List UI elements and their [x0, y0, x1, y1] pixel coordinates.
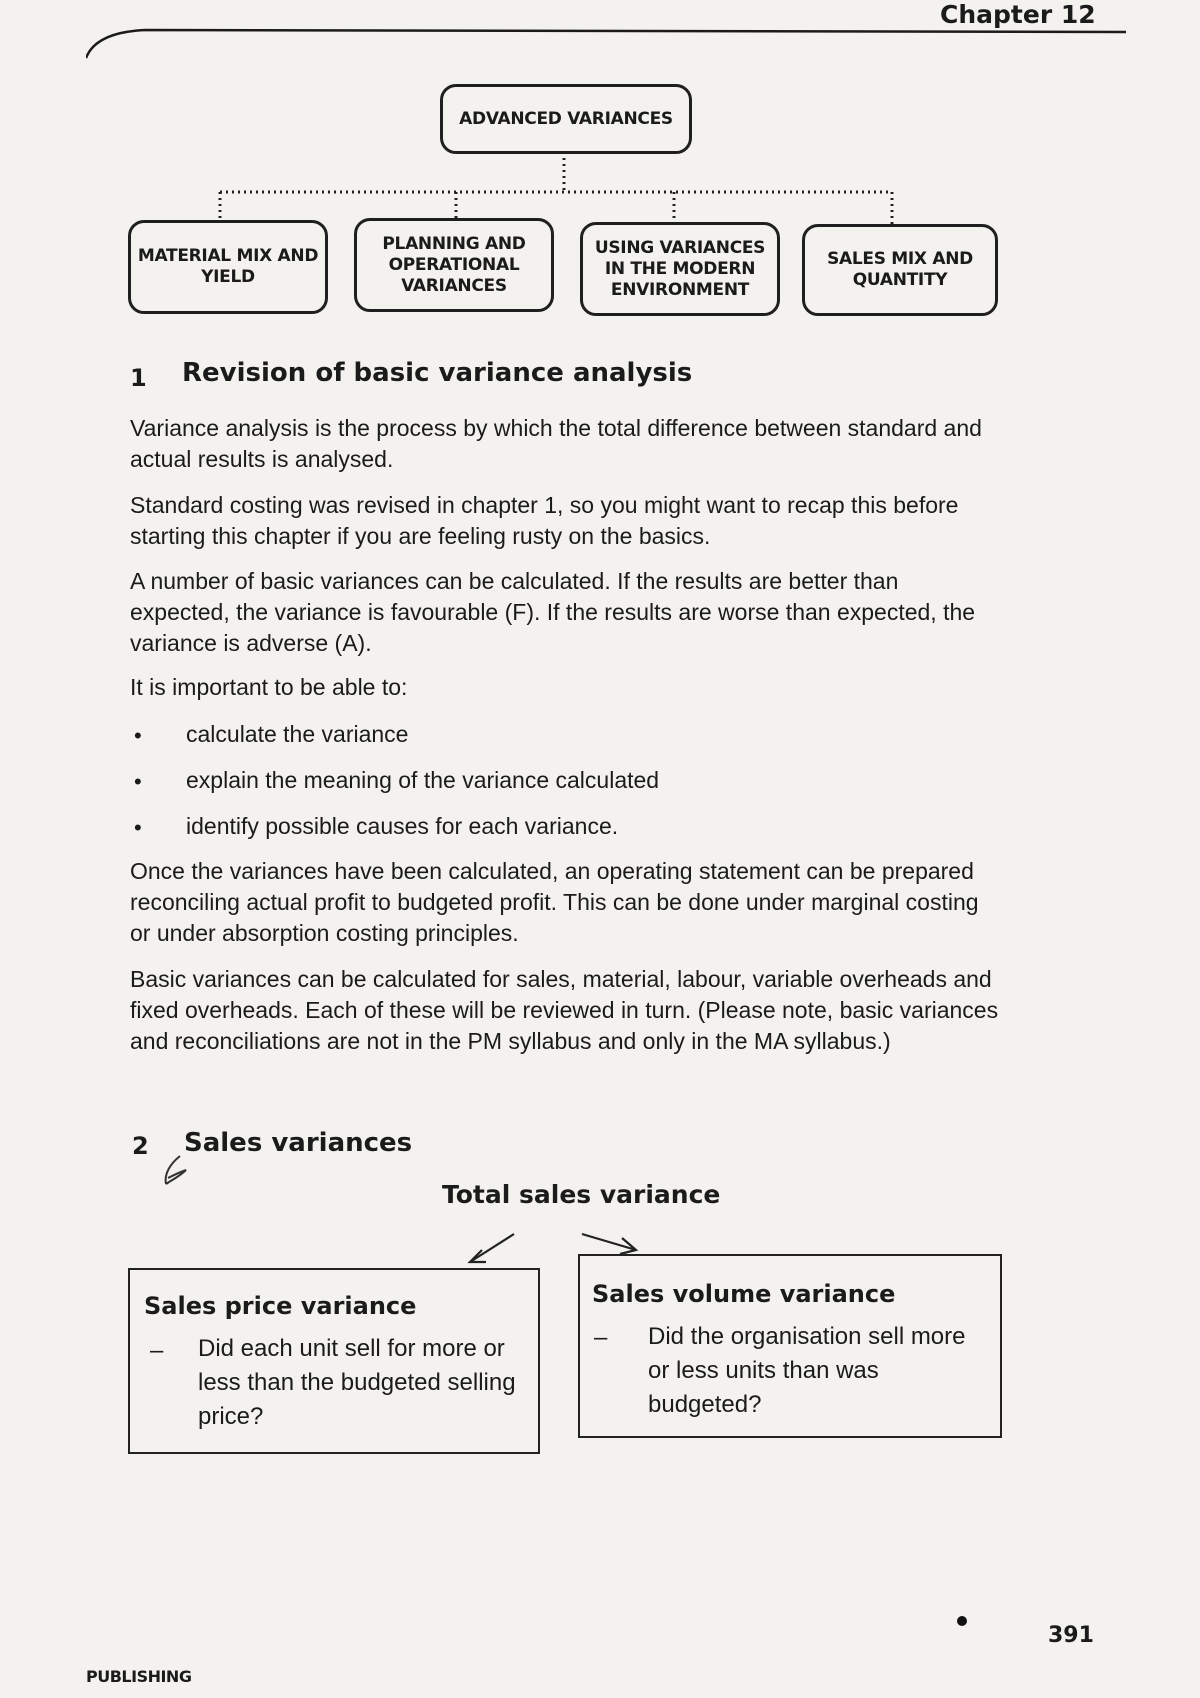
diagram-child-line: YIELD — [201, 267, 255, 287]
sales-price-variance-text: Did each unit sell for more or less than the budgeted selling price? — [198, 1335, 516, 1430]
diagram-root-label: ADVANCED VARIANCES — [459, 108, 673, 129]
section-2-title: Sales variances — [184, 1128, 413, 1158]
paragraph: Variance analysis is the process by which the total difference between standard and actual results is analysed. — [130, 415, 982, 472]
dash: – — [150, 1337, 164, 1364]
diagram-child-line: MATERIAL MIX AND — [137, 246, 319, 266]
diagram-child-line: USING VARIANCES — [594, 237, 766, 258]
page-number: 391 — [1048, 1623, 1094, 1648]
sales-volume-variance-title: Sales volume variance — [592, 1280, 896, 1308]
diagram-child-line: IN THE MODERN — [604, 258, 756, 279]
diagram-child-line: VARIANCES — [401, 275, 507, 296]
paragraph: Once the variances have been calculated, an operating statement can be prepared reconciling actual profit to budgeted profit. This can be done under marginal costing or under absorption costing principles. — [130, 858, 979, 946]
paragraph: Basic variances can be calculated for sales, material, labour, variable overheads and fixed overheads. Each of these will be reviewed in turn. (Please note, basic variances and reconciliations are not in the PM syllabus and only in the MA syllabus.) — [130, 966, 999, 1054]
paragraph: Standard costing was revised in chapter 1, so you might want to recap this before starting this chapter if you are feeling rusty on the basics. — [130, 492, 959, 549]
list-item: • identify possible causes for each variance. — [130, 809, 1000, 855]
paragraph: A number of basic variances can be calculated. If the results are better than expected, the variance is favourable (F). If the results are worse than expected, the variance is adverse (A). — [130, 568, 976, 656]
chapter-label: Chapter 12 — [940, 0, 1096, 29]
dash: – — [594, 1324, 608, 1351]
diagram-child-line: ENVIRONMENT — [610, 279, 750, 300]
bullet-dot-mark — [957, 1616, 967, 1626]
list-item: • explain the meaning of the variance calculated — [130, 763, 1000, 809]
section-1-title: Revision of basic variance analysis — [182, 358, 693, 388]
sales-volume-variance-text: Did the organisation sell more or less units than was budgeted? — [648, 1323, 966, 1418]
paragraph: It is important to be able to: — [130, 674, 408, 700]
publisher-label: PUBLISHING — [86, 1667, 192, 1686]
diagram-child-line: QUANTITY — [852, 270, 948, 290]
total-sales-variance-label: Total sales variance — [442, 1180, 721, 1209]
diagram-child-line: SALES MIX AND — [827, 249, 973, 269]
sales-price-variance-title: Sales price variance — [144, 1292, 417, 1320]
diagram-child-line: OPERATIONAL — [388, 254, 520, 275]
diagram-child-line: PLANNING AND — [382, 233, 526, 254]
list-item: • calculate the variance — [130, 717, 1000, 763]
section-2-number: 2 — [132, 1132, 149, 1160]
section-1-number: 1 — [130, 364, 147, 392]
